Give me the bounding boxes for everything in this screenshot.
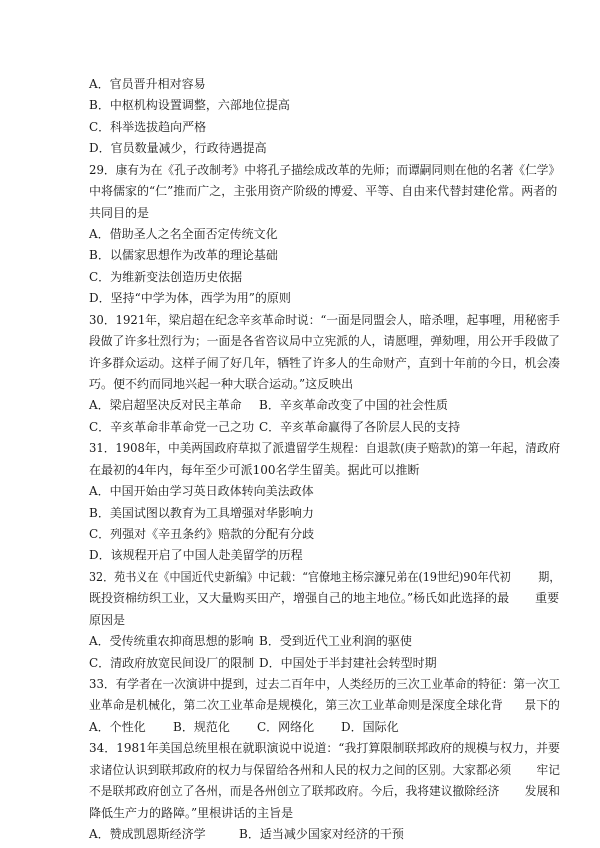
q30-option-a[interactable]: A．梁启超坚决反对民主革命	[89, 398, 242, 413]
q29-option-c[interactable]: C．为维新变法创造历史依据	[89, 269, 243, 284]
q28-option-d[interactable]: D．官员数量减少，行政待遇提高	[89, 141, 267, 156]
q29-stem-line-2: 中将儒家的“仁”推而广之，主张用资产阶级的博爱、平等、自由来代替封建伦常。两者的	[89, 184, 558, 199]
q30-option-c[interactable]: C．辛亥革命非革命党一己之功	[89, 419, 255, 434]
q32-option-d[interactable]: D．中国处于半封建社会转型时期	[259, 655, 437, 670]
q34-stem-line-4: 降低生产力的路障。”里根讲话的主旨是	[89, 805, 294, 820]
q32-options-row-1	[89, 633, 412, 649]
q33-stem-line-2	[89, 697, 560, 713]
q30-options-row-2	[89, 419, 460, 435]
q32-option-c[interactable]: C．清政府放宽民间设厂的限制	[89, 655, 255, 670]
q34-stem-line-2a: 求诸位认识到联邦政府的权力与保留给各州和人民的权力之间的区别。大家都必须	[89, 762, 512, 777]
q34-stem-line-1: 34．1981年美国总统里根在就职演说中说道：“我打算限制联邦政府的规模与权力，并要	[89, 741, 561, 756]
q32-stem-line-1a: 32．苑书义在《中国近代史新编》中记载：“官僚地主杨宗濂兄弟在(19世纪)90年代初	[89, 569, 511, 584]
q34-stem-line-2b: 牢记	[536, 762, 560, 777]
q31-option-d[interactable]: D．该规程开启了中国人赴美留学的历程	[89, 548, 303, 563]
q30-stem-line-3: 许多群众运动。这样子闹了好几年，牺牲了许多人的生命财产，直到十年前的今日，机会凑	[89, 355, 560, 370]
q34-stem-line-3b: 发展和	[524, 784, 560, 799]
q32-stem-line-1b: 期，	[538, 569, 561, 584]
q30-option-b[interactable]: B．辛亥革命改变了中国的社会性质	[259, 398, 448, 413]
q31-option-c[interactable]: C．列强对《辛丑条约》赔款的分配有分歧	[89, 527, 315, 541]
q32-stem-line-2a: 既投资棉纺织工业，又大量购买田产，增强自己的地主地位。”杨氏如此选择的最	[89, 591, 510, 606]
q28-option-b[interactable]: B．中枢机构设置调整，六部地位提高	[89, 98, 290, 113]
q34-stem-line-2	[89, 762, 560, 778]
q34-option-a[interactable]: A．赞成凯恩斯经济学	[89, 827, 206, 841]
q34-options-row	[89, 826, 404, 842]
q33-option-c[interactable]: C．网络化	[257, 719, 315, 734]
q31-stem-line-1: 31．1908年，中美两国政府草拟了派遣留学生规程：自退款(庚子赔款)的第一年起，清政府	[89, 441, 561, 456]
q33-option-a[interactable]: A．个性化	[89, 719, 146, 734]
q30-option-d[interactable]: C．辛亥革命赢得了各阶层人民的支持	[259, 419, 461, 434]
q34-option-b[interactable]: B．适当减少国家对经济的干预	[239, 827, 404, 841]
q32-option-a[interactable]: A．受传统重农抑商思想的影响	[89, 634, 254, 649]
q28-option-c[interactable]: C．科举选拔趋向严格	[89, 119, 207, 134]
q28-option-a[interactable]: A．官员晋升相对容易	[89, 77, 206, 91]
q30-stem-line-2: 段做了许多壮烈行为；一面是各省咨议局中立宪派的人，请愿哩，弹劾哩，用公开手段做了	[89, 334, 560, 349]
q29-option-d[interactable]: D．坚持“中学为体，西学为用”的原则	[89, 291, 291, 306]
q32-stem-line-1	[89, 569, 560, 585]
q32-stem-line-3: 原因是	[89, 612, 126, 627]
q33-option-b[interactable]: B．规范化	[173, 719, 230, 734]
q33-stem-line-2b: 景下的	[524, 698, 560, 713]
q33-stem-line-2a: 业革命是机械化，第二次工业革命是规模化，第三次工业革命则是深度全球化背	[89, 698, 503, 713]
q33-option-d[interactable]: D．国际化	[341, 719, 399, 734]
q32-stem-line-2b: 重要	[535, 591, 560, 606]
q29-stem-line-3: 共同目的是	[89, 205, 150, 220]
q32-option-b[interactable]: B．受到近代工业利润的驱使	[259, 634, 412, 649]
q29-stem-line-1: 29．康有为在《孔子改制考》中将孔子描绘成改革的先师；而谭嗣同则在他的名著《仁学》	[89, 162, 561, 177]
q30-stem-line-4: 巧。便不约而同地兴起一种大联合运动。”这反映出	[89, 377, 354, 391]
q29-option-b[interactable]: B．以儒家思想作为改革的理论基础	[89, 248, 278, 263]
q32-options-row-2	[89, 655, 437, 671]
q30-options-row-1	[89, 397, 448, 413]
q33-options-row	[89, 719, 399, 735]
q29-option-a[interactable]: A．借助圣人之名全面否定传统文化	[89, 227, 278, 241]
q30-stem-line-1: 30．1921年，梁启超在纪念辛亥革命时说：“一面是同盟会人，暗杀哩，起事哩，用秘密手	[89, 312, 560, 327]
q31-option-a[interactable]: A．中国开始由学习英日政体转向美法政体	[89, 484, 314, 499]
q34-stem-line-3a: 不是联邦政府创立了各州，而是各州创立了联邦政府。今后，我将建议撤除经济	[89, 784, 500, 799]
q33-stem-line-1: 33．有学者在一次演讲中提到，过去二百年中，人类经历的三次工业革命的特征：第一次工	[89, 677, 561, 691]
q32-stem-line-2	[89, 590, 559, 606]
q31-option-b[interactable]: B．美国试图以教育为工具增强对华影响力	[89, 505, 314, 520]
q34-stem-line-3	[89, 783, 560, 799]
q31-stem-line-2: 在最初的4年内，每年至少可派100名学生留美。据此可以推断	[89, 462, 420, 477]
